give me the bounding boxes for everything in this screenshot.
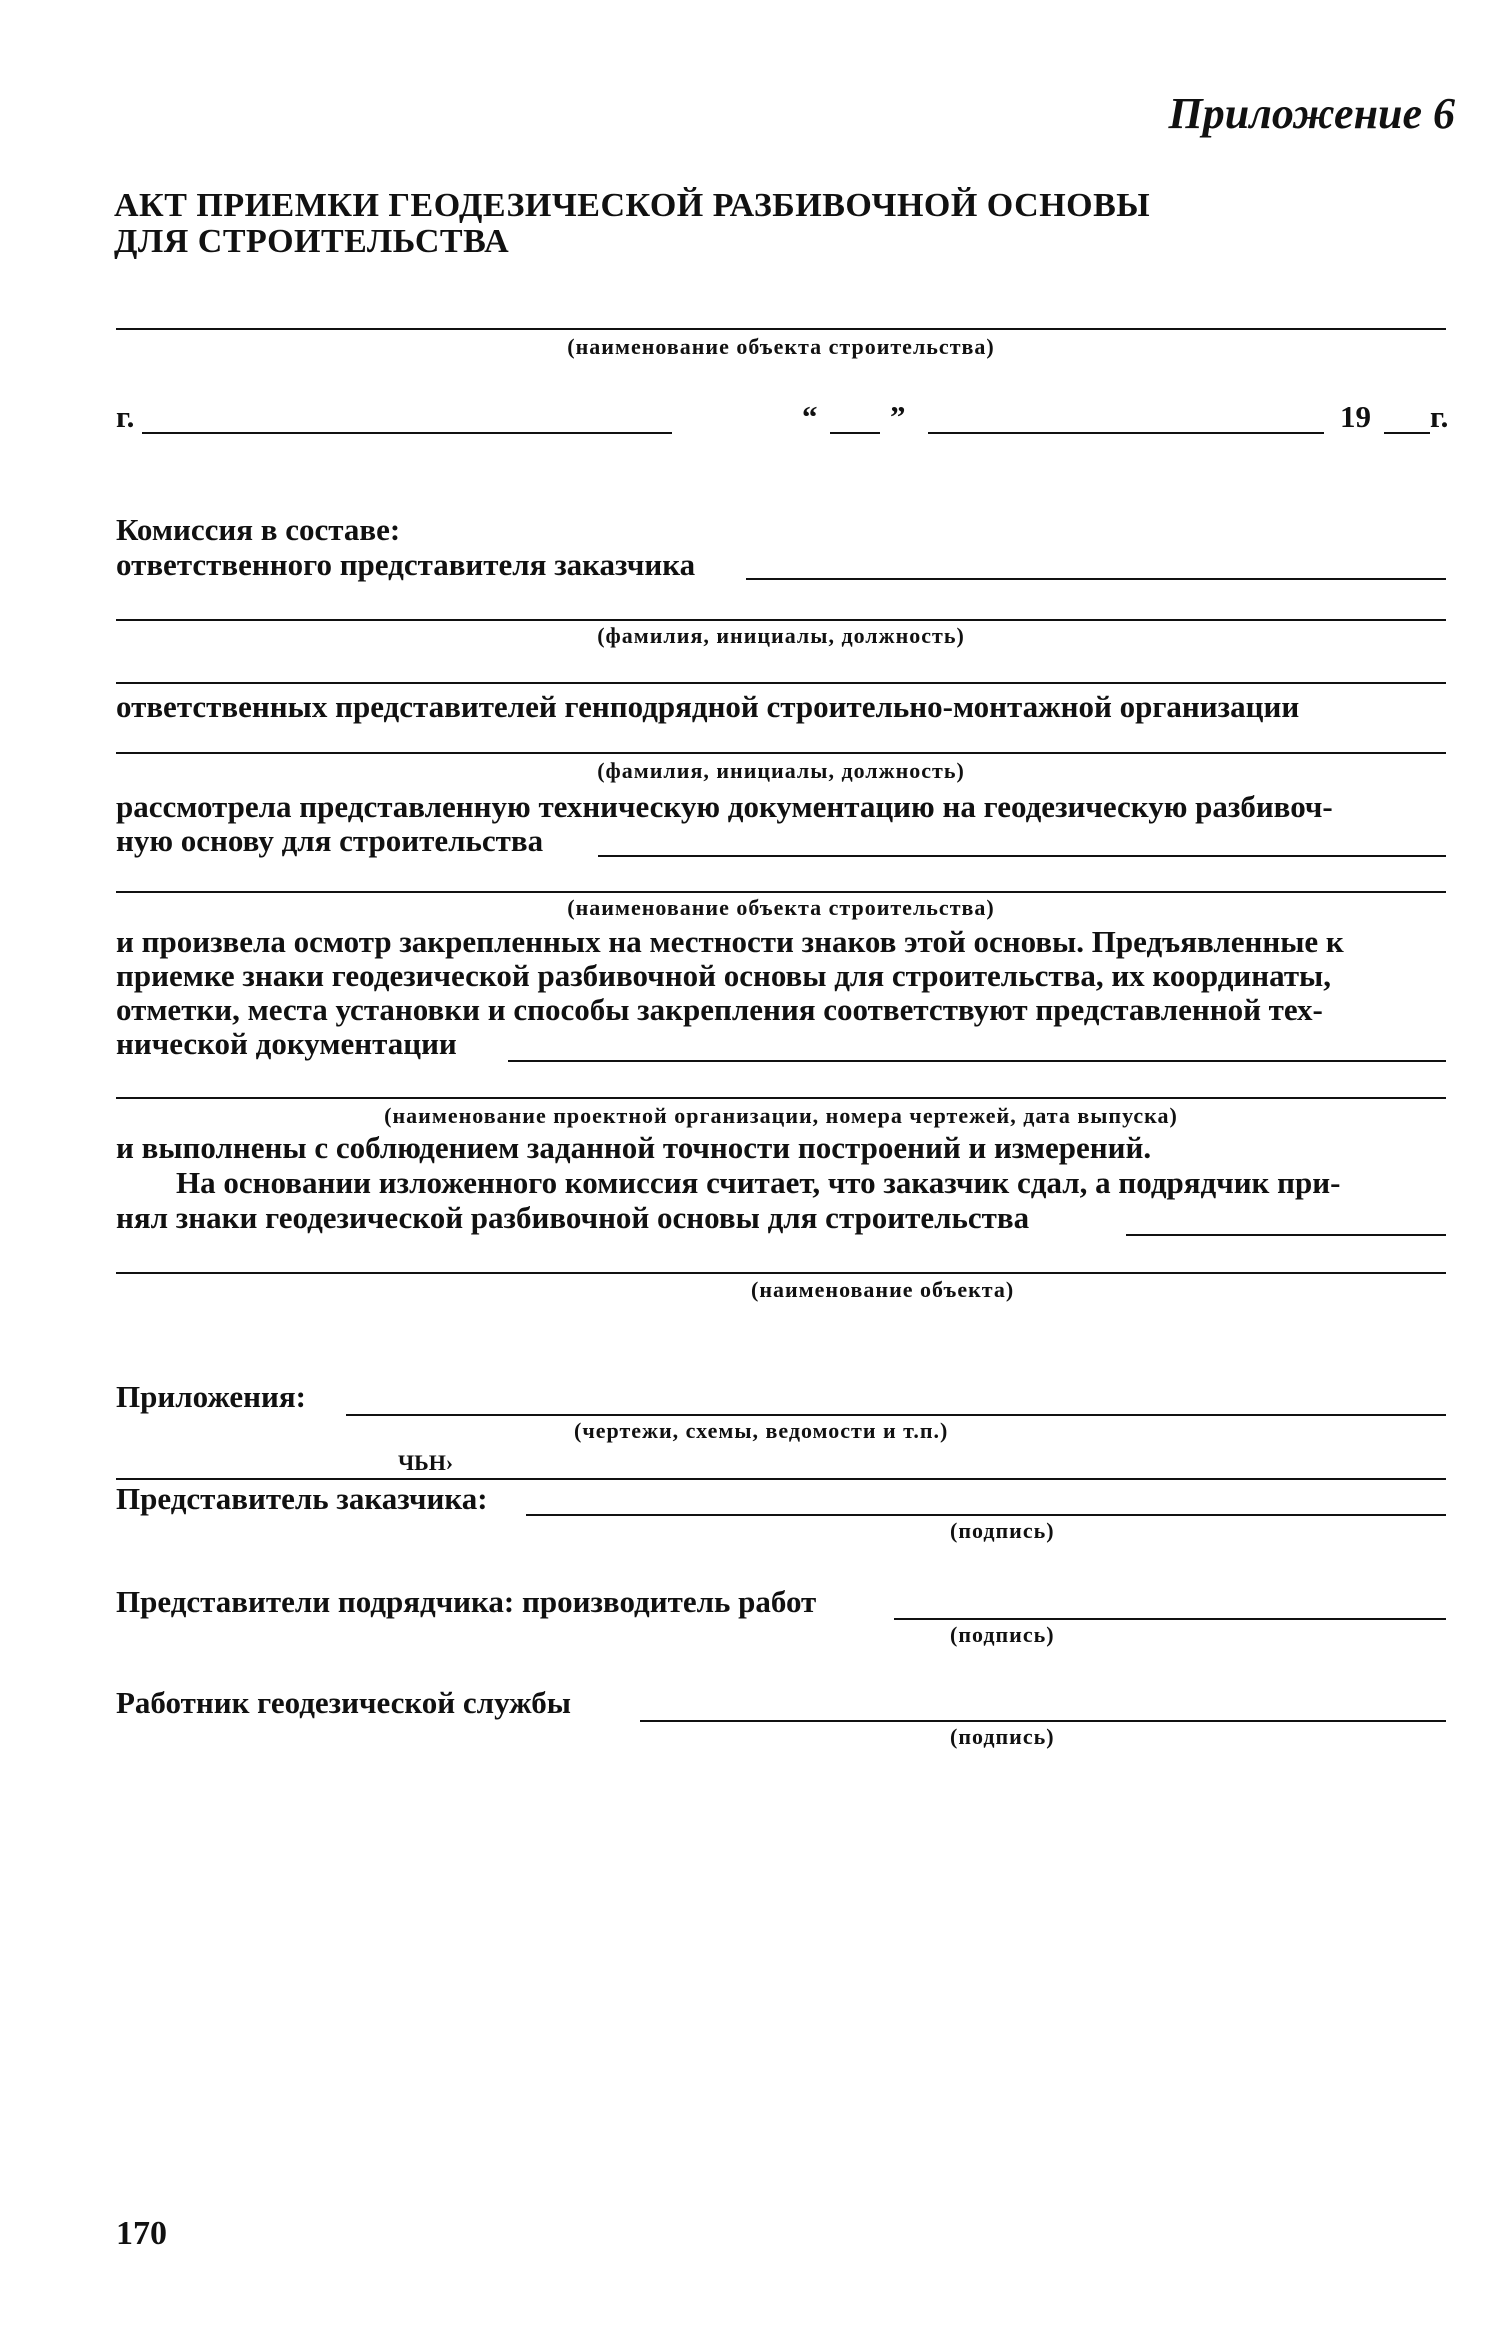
geodesist-signature-field[interactable] (640, 1720, 1446, 1722)
customer-signature-label: Представитель заказчика: (116, 1481, 488, 1516)
inspection-line-2: приемке знаки геодезической разбивочной основы для строительства, их координаты, (116, 958, 1331, 993)
attachments-caption: (чертежи, схемы, ведомости и т.п.) (574, 1418, 949, 1443)
reviewed-line-1: рассмотрела представленную техническую документацию на геодезическую разбивоч- (116, 789, 1333, 824)
signature2-caption: (подпись) (950, 1622, 1055, 1647)
page-number: 170 (116, 2215, 167, 2252)
city-field[interactable] (142, 432, 672, 434)
accepted-object-field-2[interactable] (116, 1272, 1446, 1274)
customer-signature-field[interactable] (526, 1514, 1446, 1516)
signature3-caption: (подпись) (950, 1724, 1055, 1749)
inspection-line-3: отметки, места установки и способы закрепления соответствуют представленной тех- (116, 992, 1323, 1027)
contractor-reps-field[interactable] (116, 752, 1446, 754)
year-suffix: г. (1430, 399, 1449, 434)
inspection-line-4: нической документации (116, 1026, 457, 1061)
reviewed-line-2: ную основу для строительства (116, 823, 544, 858)
month-field[interactable] (928, 432, 1324, 434)
customer-rep-label: ответственного представителя заказчика (116, 547, 696, 582)
object-name2-caption: (наименование объекта строительства) (567, 895, 995, 920)
design-org-caption: (наименование проектной организации, номера чертежей, дата выпуска) (384, 1103, 1178, 1128)
customer-rep-field-3[interactable] (116, 682, 1446, 684)
day-field[interactable] (830, 432, 880, 434)
design-docs-field[interactable] (508, 1060, 1446, 1062)
attachments-field[interactable] (346, 1414, 1446, 1416)
quote-close: ” (890, 399, 906, 434)
appendix-label: Приложение 6 (1168, 89, 1455, 138)
signature1-caption: (подпись) (950, 1518, 1055, 1543)
commission-label: Комиссия в составе: (116, 512, 401, 547)
contractor-signature-field[interactable] (894, 1618, 1446, 1620)
reviewed-paragraph (116, 790, 1333, 858)
construction-object-field[interactable] (598, 855, 1446, 857)
object-name-caption: (наименование объекта строительства) (567, 334, 995, 359)
customer-rep-field-2[interactable] (116, 619, 1446, 621)
year-field[interactable] (1384, 432, 1430, 434)
contractor-signature-label: Представители подрядчика: производитель работ (116, 1584, 817, 1619)
year-prefix: 19 (1340, 399, 1371, 434)
attachments-field-2[interactable] (116, 1478, 1446, 1480)
document-title (114, 188, 1150, 260)
title-line-2: ДЛЯ СТРОИТЕЛЬСТВА (114, 223, 510, 260)
stray-mark: ЧЬН› (398, 1450, 454, 1475)
customer-rep-field[interactable] (746, 578, 1446, 580)
attachments-label: Приложения: (116, 1379, 306, 1414)
construction-object-field-2[interactable] (116, 891, 1446, 893)
geodesist-signature-label: Работник геодезической службы (116, 1685, 571, 1720)
city-prefix: г. (116, 399, 135, 434)
accuracy-line: и выполнены с соблюдением заданной точности построений и измерений. (116, 1130, 1152, 1165)
contractor-reps-label: ответственных представителей генподрядной строительно-монтажной организации (116, 689, 1300, 724)
conclusion-line-1: На основании изложенного комиссия считает, что заказчик сдал, а подрядчик при- (176, 1165, 1341, 1200)
inspection-paragraph (116, 925, 1344, 1061)
design-docs-field-2[interactable] (116, 1097, 1446, 1099)
accepted-object-field[interactable] (1126, 1234, 1446, 1236)
object-name-field[interactable] (116, 328, 1446, 330)
person2-caption: (фамилия, инициалы, должность) (597, 758, 965, 783)
inspection-line-1: и произвела осмотр закрепленных на местности знаков этой основы. Предъявленные к (116, 924, 1344, 959)
object-short-caption: (наименование объекта) (751, 1277, 1015, 1302)
person1-caption: (фамилия, инициалы, должность) (597, 623, 965, 648)
conclusion-line-2: нял знаки геодезической разбивочной основы для строительства (116, 1200, 1030, 1235)
quote-open: “ (802, 399, 818, 434)
title-line-1: АКТ ПРИЕМКИ ГЕОДЕЗИЧЕСКОЙ РАЗБИВОЧНОЙ ОСНОВЫ (114, 187, 1151, 224)
